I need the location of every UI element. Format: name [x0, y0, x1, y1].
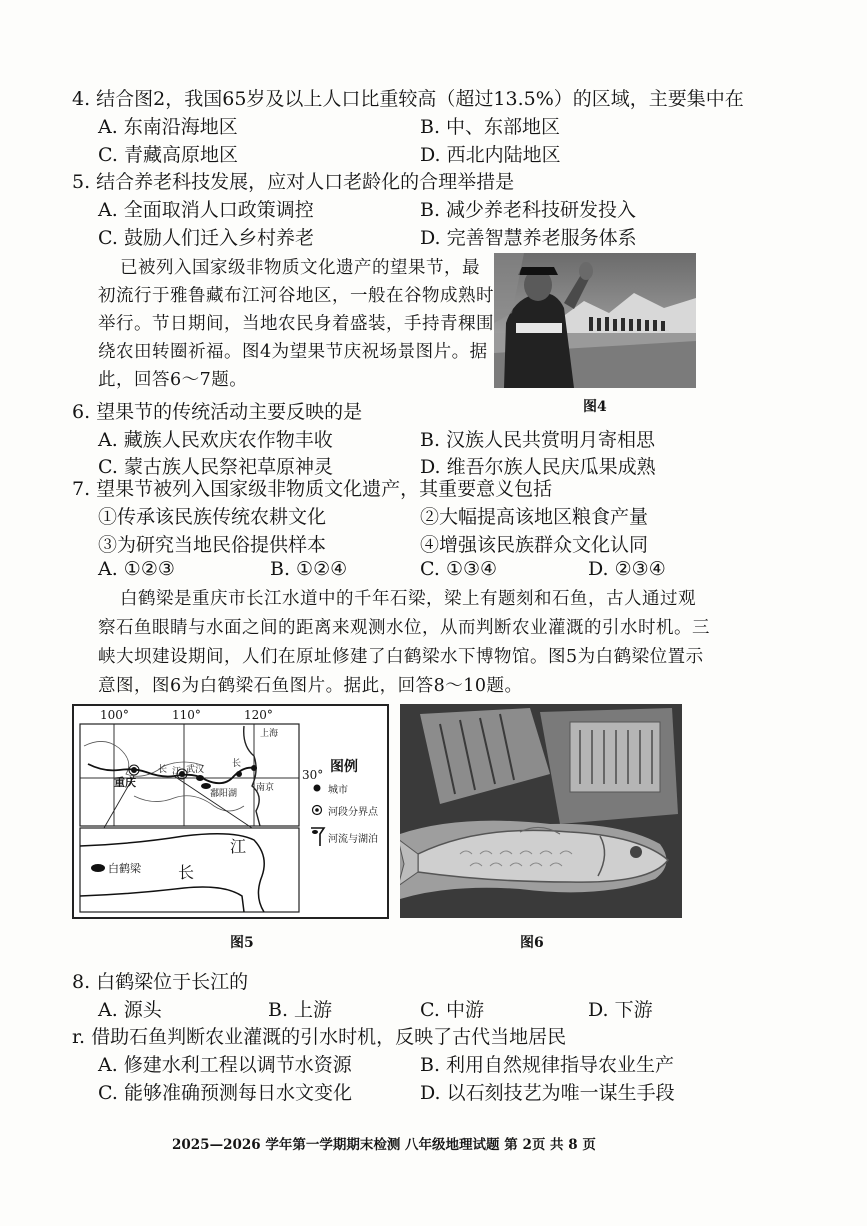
q8-option-b[interactable]: B. 上游 — [268, 999, 333, 1021]
passage-1-line-1: 已被列入国家级非物质文化遗产的望果节，最 — [120, 258, 480, 278]
question-5-stem: 5. 结合养老科技发展，应对人口老龄化的合理举措是 — [72, 171, 515, 193]
q4-option-a[interactable]: A. 东南沿海地区 — [98, 116, 238, 138]
lon-label-120: 120° — [244, 708, 273, 722]
q7-statement-4: ④增强该民族群众文化认同 — [420, 534, 649, 556]
q7-option-d[interactable]: D. ②③④ — [588, 558, 666, 580]
festival-scene-illustration — [494, 253, 696, 388]
question-6-stem: 6. 望果节的传统活动主要反映的是 — [72, 401, 363, 423]
label-shanghai: 上海 — [260, 729, 279, 739]
label-chang-upper: 长 — [158, 765, 168, 775]
river-lake-icon — [311, 828, 324, 846]
q7-statement-1: ①传承该民族传统农耕文化 — [98, 506, 327, 528]
q6-option-b[interactable]: B. 汉族人民共赏明月寄相思 — [420, 429, 656, 451]
label-baiheliang: 白鹤梁 — [108, 862, 141, 875]
figure-4-caption: 图4 — [583, 399, 607, 415]
q4-option-c[interactable]: C. 青藏高原地区 — [98, 144, 238, 166]
passage-2-line-1: 白鹤梁是重庆市长江水道中的千年石梁，梁上有题刻和石鱼，古人通过观 — [120, 589, 696, 609]
label-chongqing: 重庆 — [114, 776, 136, 789]
q7-statement-2: ②大幅提高该地区粮食产量 — [420, 506, 649, 528]
passage-1-line-5: 此，回答6～7题。 — [98, 370, 248, 390]
q8-option-c[interactable]: C. 中游 — [420, 999, 484, 1021]
passage-2-line-3: 峡大坝建设期间，人们在原址修建了白鹤梁水下博物馆。图5为白鹤梁位置示 — [98, 647, 704, 667]
q5-option-a[interactable]: A. 全面取消人口政策调控 — [98, 199, 314, 221]
city-dot-icon — [314, 785, 321, 792]
q5-option-b[interactable]: B. 减少养老科技研发投入 — [420, 199, 637, 221]
lon-label-100: 100° — [100, 708, 129, 722]
passage-1-line-3: 举行。节日期间，当地农民身着盛装，手持青稞围 — [98, 314, 494, 334]
q7-option-c[interactable]: C. ①③④ — [420, 558, 498, 580]
q6-option-c[interactable]: C. 蒙古族人民祭祀草原神灵 — [98, 456, 333, 478]
passage-1-line-4: 绕农田转圈祈福。图4为望果节庆祝场景图片。据 — [98, 342, 488, 362]
q9-option-a[interactable]: A. 修建水利工程以调节水资源 — [98, 1054, 352, 1076]
q9-option-c[interactable]: C. 能够准确预测每日水文变化 — [98, 1082, 352, 1104]
passage-2-line-4: 意图，图6为白鹤梁石鱼图片。据此，回答8～10题。 — [98, 676, 523, 696]
label-wuhan: 武汉 — [186, 765, 205, 775]
label-jiang-upper: 江 — [172, 767, 182, 777]
figure-5-caption: 图5 — [230, 935, 254, 951]
q6-option-a[interactable]: A. 藏族人民欢庆农作物丰收 — [98, 429, 333, 451]
q7-option-b[interactable]: B. ①②④ — [270, 558, 348, 580]
q9-option-d[interactable]: D. 以石刻技艺为唯一谋生手段 — [420, 1082, 675, 1104]
question-9-stem: r. 借助石鱼判断农业灌溉的引水时机，反映了古代当地居民 — [72, 1026, 567, 1048]
q6-option-d[interactable]: D. 维吾尔族人民庆瓜果成熟 — [420, 456, 656, 478]
figure-6-stone-fish-photo — [400, 704, 682, 918]
label-chang-east: 长 — [232, 759, 242, 769]
lat-label-30: 30° — [302, 768, 324, 782]
stone-fish-illustration — [400, 704, 682, 918]
question-7-stem: 7. 望果节被列入国家级非物质文化遗产，其重要意义包括 — [72, 478, 553, 500]
q4-option-d[interactable]: D. 西北内陆地区 — [420, 144, 561, 166]
q5-option-c[interactable]: C. 鼓励人们迁入乡村养老 — [98, 227, 314, 249]
q7-option-a[interactable]: A. ①②③ — [98, 558, 175, 580]
figure-4-festival-photo — [494, 253, 696, 388]
q4-option-b[interactable]: B. 中、东部地区 — [420, 116, 561, 138]
q7-statement-3: ③为研究当地民俗提供样本 — [98, 534, 327, 556]
q9-option-b[interactable]: B. 利用自然规律指导农业生产 — [420, 1054, 675, 1076]
label-chang-inset: 长 — [178, 863, 195, 882]
legend-title: 图例 — [330, 759, 358, 775]
legend-item-river-lake: 河流与湖泊 — [328, 834, 378, 845]
label-poyang-lake: 鄱阳湖 — [210, 789, 238, 799]
label-nanjing: 南京 — [256, 783, 275, 793]
legend-item-boundary-point: 河段分界点 — [328, 807, 378, 818]
q8-option-d[interactable]: D. 下游 — [588, 999, 653, 1021]
question-4-stem: 4. 结合图2，我国65岁及以上人口比重较高（超过13.5%）的区域，主要集中在 — [72, 88, 744, 110]
legend-item-city: 城市 — [328, 785, 348, 796]
passage-1-line-2: 初流行于雅鲁藏布江河谷地区，一般在谷物成熟时 — [98, 286, 494, 306]
passage-2-line-2: 察石鱼眼睛与水面之间的距离来观测水位，从而判断农业灌溉的引水时机。三 — [98, 618, 710, 638]
q8-option-a[interactable]: A. 源头 — [98, 999, 162, 1021]
page-footer: 2025—2026 学年第一学期期末检测 八年级地理试题 第 2页 共 8 页 — [172, 1137, 596, 1153]
label-jiang-inset: 江 — [230, 837, 247, 856]
question-8-stem: 8. 白鹤梁位于长江的 — [72, 971, 249, 993]
figure-5-location-map — [72, 704, 389, 919]
lon-label-110: 110° — [172, 708, 201, 722]
q5-option-d[interactable]: D. 完善智慧养老服务体系 — [420, 227, 637, 249]
figure-6-caption: 图6 — [520, 935, 544, 951]
